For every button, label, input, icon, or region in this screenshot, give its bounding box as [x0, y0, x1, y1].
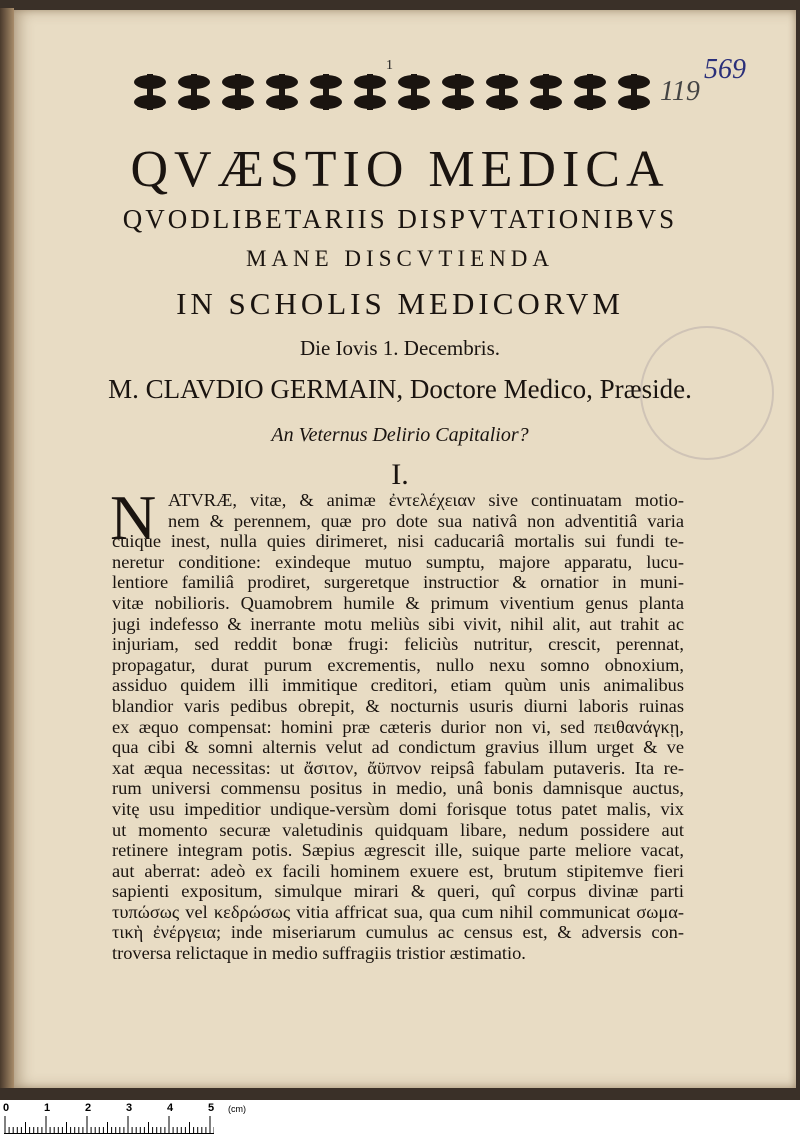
date-line: Die Iovis 1. Decembris. — [299, 336, 501, 360]
fleuron-leaf — [279, 74, 285, 110]
body-line: cuique inest, nulla quies dirimeret, nisi caducariâ mortalis sui fundi te- — [112, 531, 684, 552]
body-line: injuriam, sed reddit bonæ frugi: feliciùs nutritur, crescit, perennat, — [112, 634, 684, 655]
fleuron-leaf — [367, 74, 373, 110]
fleuron-leaf — [455, 74, 461, 110]
body-line: vitæ nobilioris. Quamobrem humile & primum viventium genus planta — [112, 592, 684, 613]
fleuron-leaf — [631, 74, 637, 110]
fleuron-leaf — [411, 74, 417, 110]
ruler-label-4: 4 — [167, 1102, 174, 1114]
body-line: lentiore familiâ prodiret, surgeretque instructior & ornatior in muni- — [112, 572, 684, 593]
praeses-line: M. CLAVDIO GERMAIN, Doctore Medico, Præside. — [108, 374, 692, 404]
fleuron-leaf — [147, 74, 153, 110]
ruler-label-0: 0 — [3, 1102, 10, 1114]
body-line: aut aberrat: adeò ex facili hominem exuere est, brutum stipitemve fieri — [112, 860, 684, 881]
body-line: blandior varis pedibus obrepit, & nocturnis usuris diurni laboris ruinas — [112, 695, 684, 716]
fleuron-leaf — [191, 74, 197, 110]
ruler-unit: (cm) — [228, 1104, 246, 1114]
body-line: retinere integram potis. Sæpius ægrescit ille, suique parte meliore vacat, — [112, 840, 684, 861]
body-line: propagatur, durat purum excrementis, nullo nexu somno obnoxium, — [112, 654, 684, 675]
body-line: sapienti expositum, simulque mirari & queri, quî corpus divinæ parti — [112, 881, 684, 902]
body-line: xat æqua necessitas: ut ἄσιτον, ἄϋπνον reipsâ fabulam putaveris. Ita re- — [112, 757, 684, 778]
body-line: nem & perennem, quæ pro dote sua nativâ non adventitiâ varia — [168, 510, 684, 531]
body-line: neretur conditione: exindeque mutuo sumptu, majore apparatu, lucu- — [112, 551, 684, 572]
body-text — [112, 490, 684, 964]
body-line: vitę usu impeditior undique-versùm domi forisque totus patet malis, vix — [112, 798, 684, 819]
fleuron-ornament-band — [128, 70, 660, 114]
title-main: QVÆSTIO MEDICA — [130, 141, 670, 198]
handwritten-folio-number: 569 — [704, 54, 746, 85]
scale-ruler — [0, 1100, 800, 1139]
body-line: assiduo quidem illi immitique creditori, etiam quùm unis animalibus — [112, 675, 684, 696]
question-line: An Veternus Delirio Capitalior? — [271, 424, 529, 446]
page-number: 1 — [386, 58, 393, 73]
body-line: ATVRÆ, vitæ, & animæ ἐντελέχειαν sive continuatam motio- — [168, 490, 684, 510]
ruler-label-3: 3 — [126, 1102, 133, 1114]
ruler-ticks — [4, 1116, 214, 1134]
fleuron-leaf — [543, 74, 549, 110]
body-line: τυπώσως vel κεδρώσως vitia affricat sua, qua cum nihil communicat σωμα- — [112, 901, 684, 922]
fleuron-leaf — [235, 74, 241, 110]
drop-cap: N — [110, 482, 157, 553]
ruler-label-5: 5 — [208, 1102, 215, 1114]
ruler-label-1: 1 — [44, 1102, 51, 1114]
printed-folio-number: 119 — [660, 76, 700, 107]
ruler-label-2: 2 — [85, 1102, 92, 1114]
fleuron-leaf — [587, 74, 593, 110]
body-line: ex æquo compensat: homini præ cæteris durior non vi, sed πειθανάγκῃ, — [112, 716, 684, 737]
body-line: troversa relictaque in medio suffragiis tristior æstimatio. — [112, 943, 526, 964]
fleuron-leaf — [323, 74, 329, 110]
body-line: ut momento securæ valetudinis quidquam libare, nedum possidere aut — [112, 819, 684, 840]
section-number: I. — [391, 458, 409, 491]
title-line-disputationibus: QVODLIBETARIIS DISPVTATIONIBVS — [122, 204, 678, 234]
body-line: qua cibi & somni alternis velut ad condictum gravius illum urget & ve — [112, 737, 684, 758]
body-line: rum universi commensu positus in medio, unâ bonis damnisque auctus, — [112, 778, 684, 799]
body-line: τικὴ ἐνέργεια; inde miseriarum cumulus ac census est, & adversis con- — [112, 922, 684, 943]
body-line: jugi indefesso & inerrante motu meliùs sibi vivit, nihil alit, aut trahit ac — [112, 613, 684, 634]
title-line-scholis: IN SCHOLIS MEDICORVM — [176, 286, 624, 321]
fleuron-leaf — [499, 74, 505, 110]
title-line-discutienda: MANE DISCVTIENDA — [245, 246, 555, 271]
